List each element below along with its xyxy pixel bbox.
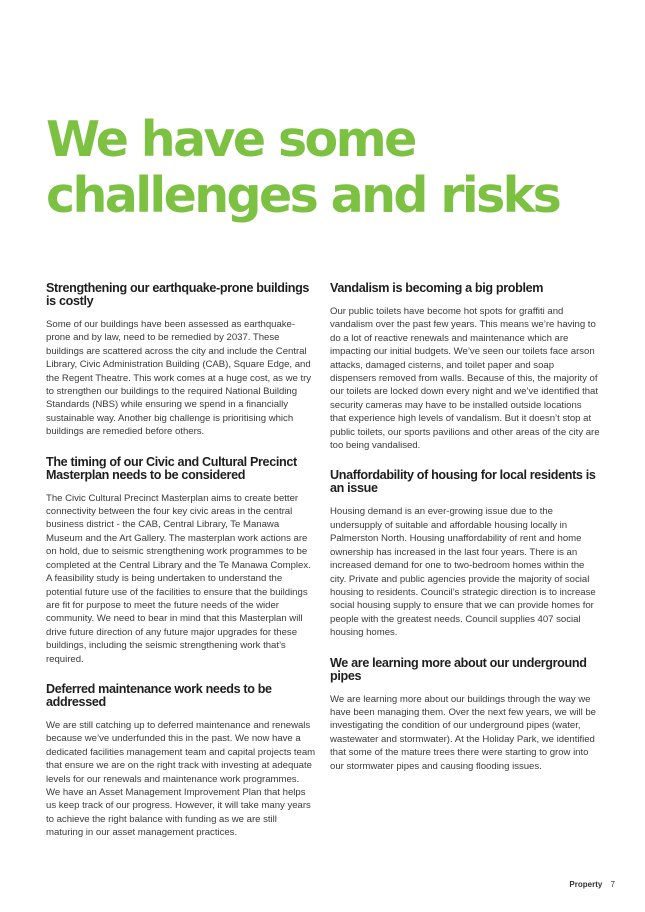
section-body: We are learning more about our buildings through the way we have been managing them. Over the next few years, we will be investigating the condition of our underground pipes (water, wastewater and stormwater). At the Holiday Park, we identified that some of the mature trees there were starting to grow into our stormwater pipes and causing flooding issues.	[330, 693, 596, 772]
section-body: Our public toilets have become hot spots for graffiti and vandalism over the past few years. This means we’re having to do a lot of reactive renewals and maintenance which are impacting our initial budgets. We’ve seen our toilets face arson attacks, damaged cisterns, and toilet paper and soap dispensers removed from walls. Because of this, the majority of our toilets are locked down every night and we’ve identified that security cameras may have to be installed outside locations that experience high levels of vandalism. But it doesn’t stop at public toilets, our sports pavilions and other areas of the city are too being vandalised.	[330, 306, 600, 452]
page-footer	[569, 880, 615, 889]
section-underground-pipes	[330, 657, 600, 773]
section-heading: Vandalism is becoming a big problem	[330, 281, 544, 295]
section-heading: Deferred maintenance work needs to be addressed	[46, 681, 272, 709]
section-deferred-maintenance	[46, 683, 316, 840]
section-vandalism	[330, 282, 600, 452]
section-body: The Civic Cultural Precinct Masterplan aims to create better connectivity between the four key civic areas in the central business district - the CAB, Central Library, Te Manawa Museum and the Art Gallery. The masterplan work actions are on hold, due to seismic strengthening work programmes to be completed at the Central Library and the Te Manawa Complex. A feasibility study is being undertaken to understand the potential future use of the facilities to ensure that the buildings are fit for purpose to meet the future needs of the wider community. We need to bear in mind that this Masterplan will drive future direction of any future major upgrades for these buildings, including the seismic strengthening work that’s required.	[46, 492, 311, 665]
footer-section-label: Property	[569, 880, 603, 889]
page-title	[46, 112, 559, 224]
page-title-line-2: challenges and risks	[46, 167, 560, 224]
section-body: Housing demand is an ever-growing issue due to the undersupply of suitable and affordable housing locally in Palmerston North. Housing unaffordability of rent and home ownership has increased in the last four years. There is an increased demand for one to two-bedroom homes within the city. Private and public agencies provide the majority of social housing to residents. Council’s strategic direction is to increase social housing supply to ensure that we can provide homes for people with the greatest needs. Council supplies 407 social housing homes.	[330, 506, 596, 639]
section-heading: We are learning more about our underground pipes	[330, 655, 587, 683]
section-body: We are still catching up to deferred maintenance and renewals because we’ve underfunded this in the past. We now have a dedicated facilities management team and capital projects team that ensure we are on the right track with investing at adequate levels for our renewals and maintenance work programmes. We have an Asset Management Improvement Plan that helps us keep track of our progress. However, it will take many years to achieve the right balance with funding as we are still maturing in our asset management practices.	[46, 719, 316, 839]
section-heading: Unaffordability of housing for local residents is an issue	[330, 468, 596, 496]
page-number: 7	[610, 880, 615, 889]
section-civic-masterplan	[46, 456, 316, 666]
section-heading: The timing of our Civic and Cultural Precinct Masterplan needs to be considered	[46, 454, 297, 482]
section-earthquake-prone	[46, 282, 316, 439]
right-column	[330, 282, 600, 790]
section-housing	[330, 469, 600, 639]
section-body: Some of our buildings have been assessed as earthquake-prone and by law, need to be remedied by 2037. These buildings are scattered across the city and include the Central Library, Civic Administration Building (CAB), Square Edge, and the Regent Theatre. This work comes at a huge cost, as we try to strengthen our buildings to the required National Building Standards (NBS) while ensuring we spend in a financially sustainable way. Another big challenge is prioritising which buildings are remedied before others.	[46, 319, 312, 438]
section-heading: Strengthening our earthquake-prone buildings is costly	[46, 281, 310, 308]
page-title-line-1: We have some	[46, 111, 415, 168]
left-column	[46, 282, 316, 857]
